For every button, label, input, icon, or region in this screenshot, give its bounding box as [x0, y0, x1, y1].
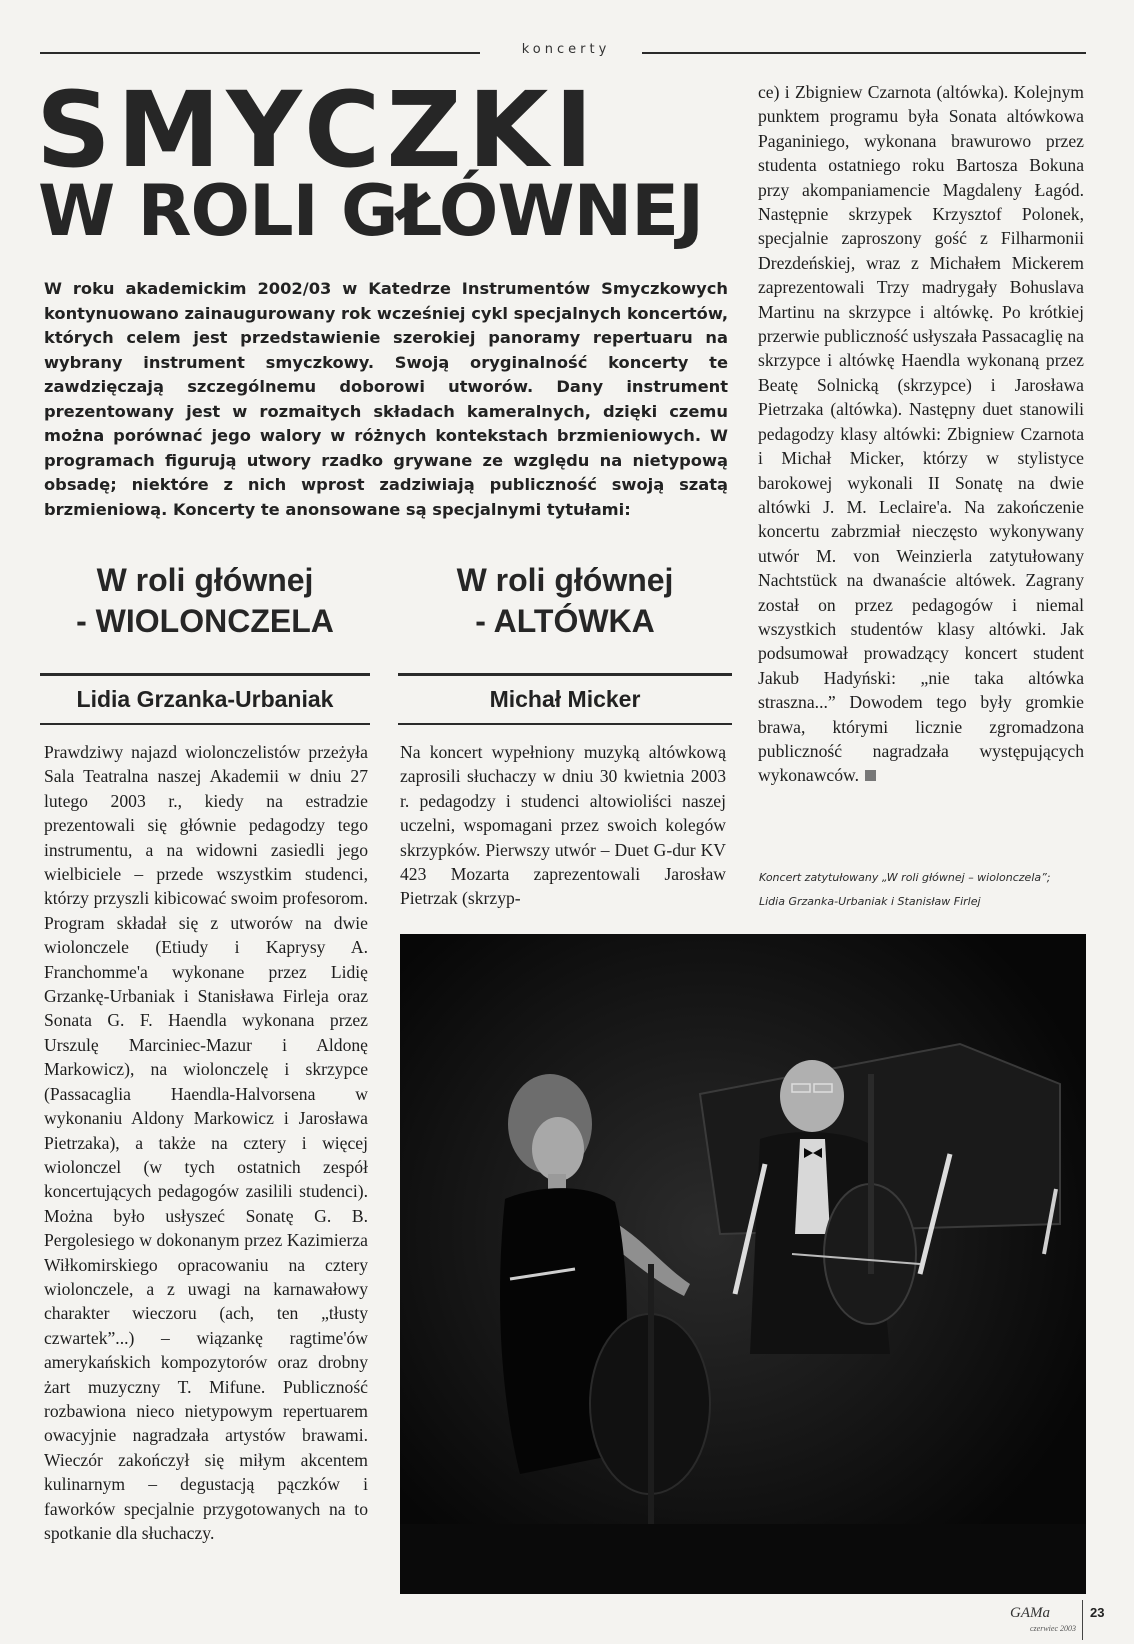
viola-section-heading	[398, 560, 732, 642]
photo-caption	[759, 866, 1059, 914]
viola-article-body	[400, 740, 726, 911]
cello-rule-bottom	[40, 723, 370, 725]
article-title-line2: W ROLI GŁÓWNEJ	[38, 170, 704, 252]
end-of-article-mark	[865, 770, 876, 781]
header-rule-right	[642, 52, 1086, 54]
viola-heading-line2: - ALTÓWKA	[475, 603, 655, 639]
caption-line1: Koncert zatytułowany „W roli głównej – wiolonczela”;	[759, 871, 1051, 884]
cello-rule-top	[40, 673, 370, 676]
viola-rule-bottom	[398, 723, 732, 725]
section-kicker: koncerty	[521, 42, 611, 57]
concert-photo-illustration	[400, 934, 1086, 1594]
concert-photo	[400, 934, 1086, 1594]
viola-author: Michał Micker	[489, 686, 641, 712]
viola-text: Na koncert wypełniony muzyką altówkową zaprosili słuchaczy w dniu 30 kwietnia 2003 r. pedagodzy i studenci altowioliści naszej uczelni, wspomagani przez swoich kolegów skrzypków. Pierwszy utwór – Duet G-dur KV 423 Mozarta zaprezentowali Jarosław Pietrzak (skrzyp-	[400, 742, 726, 909]
cello-heading-line2: - WIOLONCZELA	[76, 603, 334, 639]
cello-article-body	[44, 740, 368, 1545]
viola-text-continued: ce) i Zbigniew Czarnota (altówka). Kolejnym punktem programu była Sonata altówkowa Paganiniego, wykonana brawurowo przez studenta ostatniego roku Bartosza Bokuna przy akompaniamencie Magdaleny Łagód. Następnie skrzypek Krzysztof Polonek, specjalnie zaproszony gość z Filharmonii Drezdeńskiej, wraz z Michałem Mickerem zaprezentowali Trzy madrygały Bohuslava Martinu na skrzypce i altówkę. Po krótkiej przerwie publiczność usłyszała Passacaglię na skrzypce i altówkę Haendla wykonaną przez Beatę Solnicką (skrzypce) i Jarosława Pietrzaka (altówka). Następny duet stanowili pedagodzy klasy altówki: Zbigniew Czarnota i Michał Micker, którzy w stylistyce barokowej wykonali II Sonatę na dwie altówki J. M. Leclaire'a. Na zakończenie koncertu zabrzmiał nieczęsto wykonywany utwór M. von Weinzierla zatytułowany Nachtstück na dwanaście altówek. Zagrany został on przez pedagogów i niemal wszystkich studentów klasy altówki. Jak podsumował prowadzący koncert student Jakub Hadyński: „nie taka altówka straszna...” Dowodem tego były gromkie brawa, którymi licznie zgromadzona publiczność nagradzała występujących wykonawców.	[758, 82, 1084, 786]
cello-heading-line1: W roli głównej	[96, 562, 314, 598]
header-rule-left	[40, 52, 480, 54]
viola-heading-line1: W roli głównej	[456, 562, 674, 598]
article-lead: W roku akademickim 2002/03 w Katedrze Instrumentów Smyczkowych kontynuowano zainaugurowany rok wcześniej cykl specjalnych koncertów, których celem jest przedstawienie szerokiej panoramy repertuaru na wybrany instrument smyczkowy. Swoją oryginalność koncerty te zawdzięczają szczególnemu doborowi utworów. Dany instrument prezentowany jest w rozmaitych składach kameralnych, dzięki czemu można porównać jego walory w różnych kontekstach brzmieniowych. W programach figurują utwory rzadko grywane ze względu na nietypową obsadę; niektóre z nich wprost zadziwiają publiczność swoją szatą brzmieniową. Koncerty te anonsowane są specjalnymi tytułami:	[44, 279, 728, 519]
article-title-line1: SMYCZKI	[36, 69, 600, 191]
caption-line2: Lidia Grzanka-Urbaniak i Stanisław Firlej	[759, 895, 981, 908]
page-number: 23	[1090, 1605, 1105, 1620]
cello-text: Prawdziwy najazd wiolonczelistów przeżyła Sala Teatralna naszej Akademii w dniu 27 lutego 2003 r., kiedy na estradzie prezentowali się głównie pedagodzy tego instrumentu, a na widowni zasiedli jego wielbiciele – przede wszystkim studenci, którzy przyszli kibicować swoim profesorom. Program składał się z utworów na dwie wiolonczele (Etiudy i Kaprysy A. Franchomme'a wykonane przez Lidię Grzankę-Urbaniak i Stanisława Firleja oraz Sonata G. F. Haendla wykonana przez Urszulę Marciniec-Mazur i Aldonę Markowicz), na wiolonczelę i skrzypce (Passacaglia Haendla-Halvorsena w wykonaniu Aldony Markowicz i Jarosława Pietrzaka), a także na cztery i więcej wiolonczel (w tych ostatnich zespół koncertujących pedagogów zasilili studenci). Można było usłyszeć Sonatę G. B. Pergolesiego w dokonanym przez Kazimierza Wiłkomirskiego opracowaniu na cztery wiolonczele, a z uwagi na karnawałowy charakter wieczoru (ach, ten „tłusty czwartek”...) – wiązankę ragtime'ów amerykańskich kompozytorów oraz drobny żart muzyczny T. Mifune. Publiczność rozbawiona nieco nietypowym repertuarem owacyjnie nagradzała artystów brawami. Wieczór zakończył się miłym akcentem kulinarnym – degustacją pączków i faworków specjalnie przygotowanych na to spotkanie dla słuchaczy.	[44, 742, 368, 1543]
viola-rule-top	[398, 673, 732, 676]
viola-article-continued	[758, 80, 1084, 788]
footer-rule	[1082, 1600, 1083, 1640]
issue-date: czerwiec 2003	[1030, 1624, 1076, 1633]
cello-section-heading	[40, 560, 370, 642]
cello-author: Lidia Grzanka-Urbaniak	[76, 686, 334, 712]
magazine-name: GAMa	[1010, 1605, 1050, 1621]
